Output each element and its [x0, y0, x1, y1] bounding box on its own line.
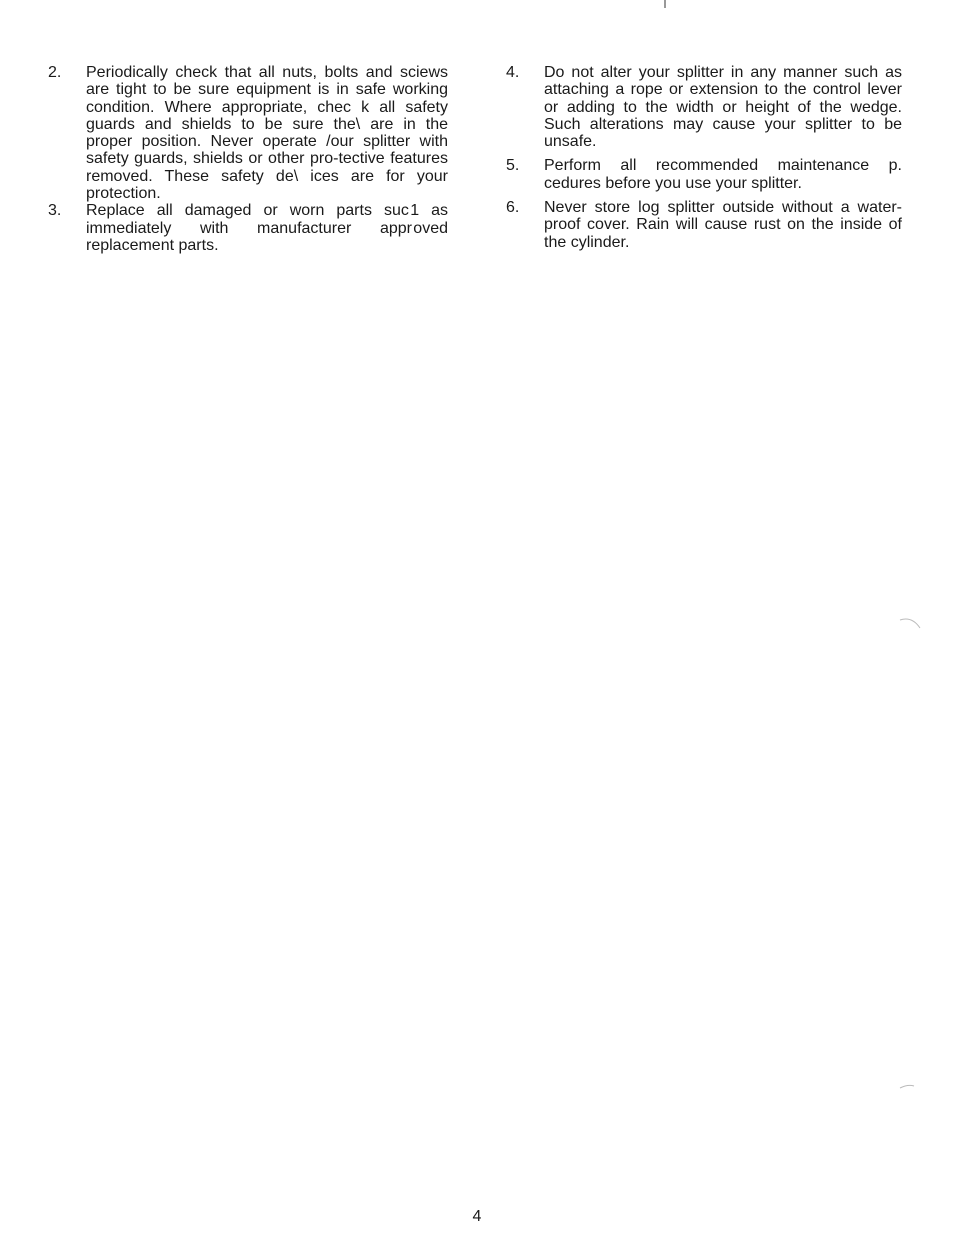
- list-item: [506, 199, 902, 251]
- item-text: Never store log splitter outside without a water-proof cover. Rain will cause rust on the inside of the cylinder.: [544, 199, 902, 251]
- item-number: 5.: [506, 157, 520, 175]
- item-text: Do not alter your splitter in any manner such as attaching a rope or extension to the control lever or adding to the width or height of the wedge. Such alterations may cause your splitter to be unsafe.: [544, 64, 902, 151]
- list-item: [48, 202, 448, 254]
- scan-speck: [900, 619, 920, 628]
- list-item: [48, 64, 448, 202]
- scan-speck: [900, 1085, 914, 1088]
- list-item: [506, 64, 902, 150]
- item-number: 2.: [48, 64, 62, 81]
- item-text: Replace all damaged or worn parts suc 1 as immediately with manufacturer appr oved replacement parts.: [86, 202, 448, 254]
- item-text: Periodically check that all nuts, bolts and sciews are tight to be sure equipment is in safe working condition. Where appropriate, chec k all safety guards and shields to be sure the\ are in the proper position. Never operate /our splitter with safety guards, shields or other pro-tective features removed. These safety de\ ices are for your protection.: [86, 64, 448, 203]
- item-number: 6.: [506, 199, 520, 217]
- list-item: [506, 157, 902, 192]
- item-text: Perform all recommended maintenance p. cedures before you use your splitter.: [544, 157, 902, 192]
- item-number: 3.: [48, 202, 62, 220]
- item-number: 4.: [506, 64, 520, 81]
- right-column: [506, 64, 902, 258]
- left-column: [48, 64, 448, 254]
- page-number: 4: [472, 1208, 482, 1225]
